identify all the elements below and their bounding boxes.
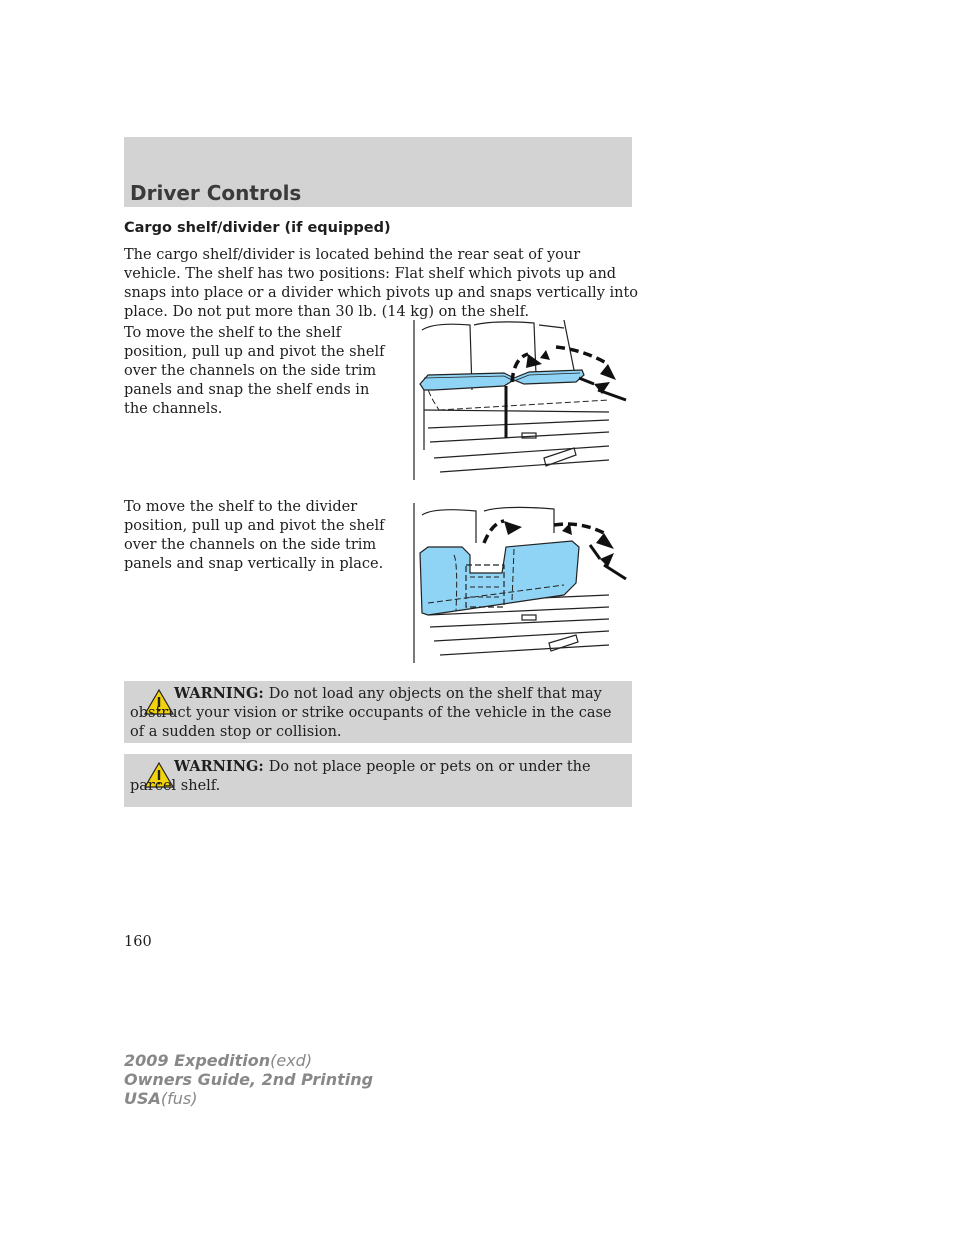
warning-label: WARNING:: [174, 685, 269, 702]
document-footer: [124, 1051, 373, 1108]
cargo-divider-vertical: [420, 541, 579, 615]
divider-position-illustration: [404, 503, 636, 663]
section-title: Driver Controls: [130, 181, 302, 205]
warning-message: Do not place people or pets on or under the parcel shelf.: [130, 759, 591, 794]
shelf-position-paragraph: To move the shelf to the shelf position, pull up and pivot the shelf over the channels on the side trim panels and snap the shelf ends in the channels.: [124, 325, 385, 417]
section-heading: Cargo shelf/divider (if equipped): [124, 220, 391, 236]
footer-market-code: (fus): [160, 1089, 198, 1108]
shelf-position-illustration: [404, 320, 636, 480]
warning-text-1: [130, 684, 620, 742]
intro-paragraph: The cargo shelf/divider is located behind the rear seat of your vehicle. The shelf has two positions: Flat shelf which pivots up and snaps into place or a divider which pivots up and snaps vertically into place. Do not put more than 30 lb. (14 kg) on the shelf.: [124, 247, 639, 320]
warning-message: Do not load any objects on the shelf that may obstruct your vision or strike occupants of the vehicle in the case of a sudden stop or collision.: [130, 686, 612, 740]
footer-guide: Owners Guide, 2nd Printing: [124, 1070, 374, 1089]
footer-model: 2009 Expedition: [124, 1051, 271, 1070]
footer-market: USA: [124, 1089, 161, 1108]
warning-box-1: [124, 681, 632, 743]
divider-position-paragraph: To move the shelf to the divider position, pull up and pivot the shelf over the channels on the side trim panels and snap vertically in place.: [124, 499, 385, 572]
cargo-shelf-flat: [420, 370, 584, 390]
section-header-band: [124, 137, 632, 207]
footer-model-code: (exd): [270, 1051, 313, 1070]
warning-label: WARNING:: [174, 758, 269, 775]
warning-box-2: [124, 754, 632, 807]
page-number: 160: [124, 934, 152, 950]
warning-text-2: [130, 757, 620, 796]
